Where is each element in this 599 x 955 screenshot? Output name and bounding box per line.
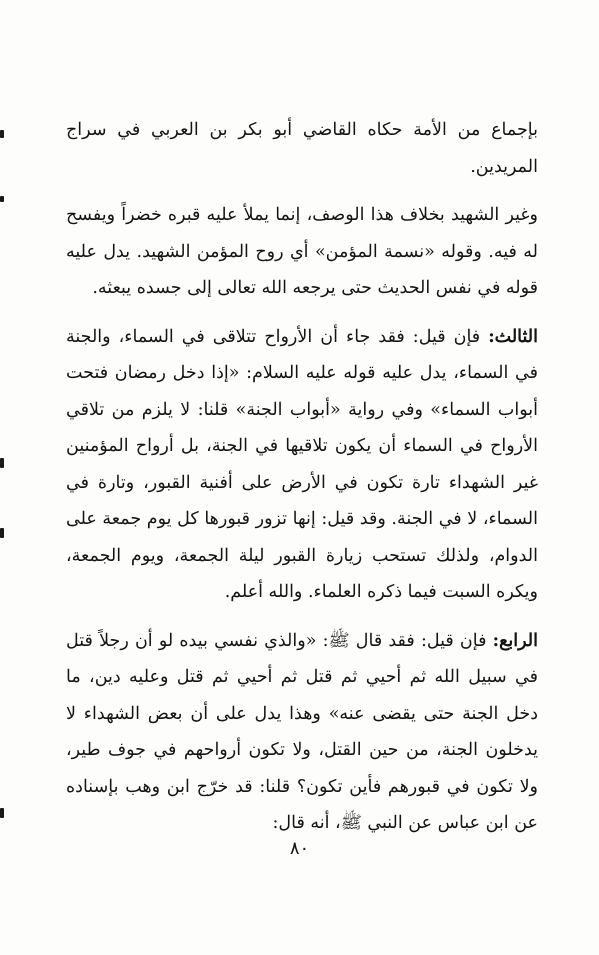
paragraph-text: فإن قيل: فقد قال ﷺ: «والذي نفسي بيده لو أن رجلاً قتل في سبيل الله ثم أحيي ثم قتل ثم أحيي ثم قتل وعليه دين، ما دخل الجنة حتى يقضى عنه» وهذا يدل على أن بعض الشهداء لا يدخلون الجنة، من حين القتل، ولا تكون أرواحهم في جوف طير، ولا تكون في قبورهم فأين تكون؟ قلنا: قد خرّج ابن وهب بإسناده عن ابن عباس عن النبي ﷺ، أنه قال: <box>66 630 538 833</box>
margin-mark <box>0 130 4 138</box>
paragraph-text: وغير الشهيد بخلاف هذا الوصف، إنما يملأ عليه قبره خضراً ويفسح له فيه. وقوله «نسمة المؤمن» أي روح المؤمن الشهيد. يدل عليه قوله في نفس الحديث حتى يرجعه الله تعالى إلى جسده يبعثه. <box>66 205 538 298</box>
paragraph <box>66 623 538 842</box>
paragraph <box>66 197 538 307</box>
margin-mark <box>0 528 4 538</box>
paragraph <box>66 319 538 611</box>
margin-mark <box>0 196 4 202</box>
margin-mark <box>0 808 4 818</box>
body-text <box>66 112 538 842</box>
paragraph-heading: الثالث: <box>488 326 538 347</box>
page-number: ٨٠ <box>289 838 310 859</box>
paragraph <box>66 112 538 185</box>
paragraph-heading: الرابع: <box>492 630 538 651</box>
paragraph-text: فإن قيل: فقد جاء أن الأرواح تتلاقى في السماء، والجنة في السماء، يدل عليه قوله عليه السلام: «إذا دخل رمضان فتحت أبواب السماء» وفي رواية «أبواب الجنة» قلنا: لا يلزم من تلاقي الأرواح في السماء أن يكون تلاقيها في الجنة، بل أرواح المؤمنين غير الشهداء تارة تكون في الأرض على أفنية القبور، وتارة في السماء، لا في الجنة. وقد قيل: إنها تزور قبورها كل يوم جمعة على الدوام، ولذلك تستحب زيارة القبور ليلة الجمعة، ويوم الجمعة، ويكره السبت فيما ذكره العلماء. والله أعلم. <box>66 326 538 602</box>
paragraph-text: بإجماع من الأمة حكاه القاضي أبو بكر بن العربي في سراج المريدين. <box>66 120 538 177</box>
margin-mark <box>0 458 4 468</box>
